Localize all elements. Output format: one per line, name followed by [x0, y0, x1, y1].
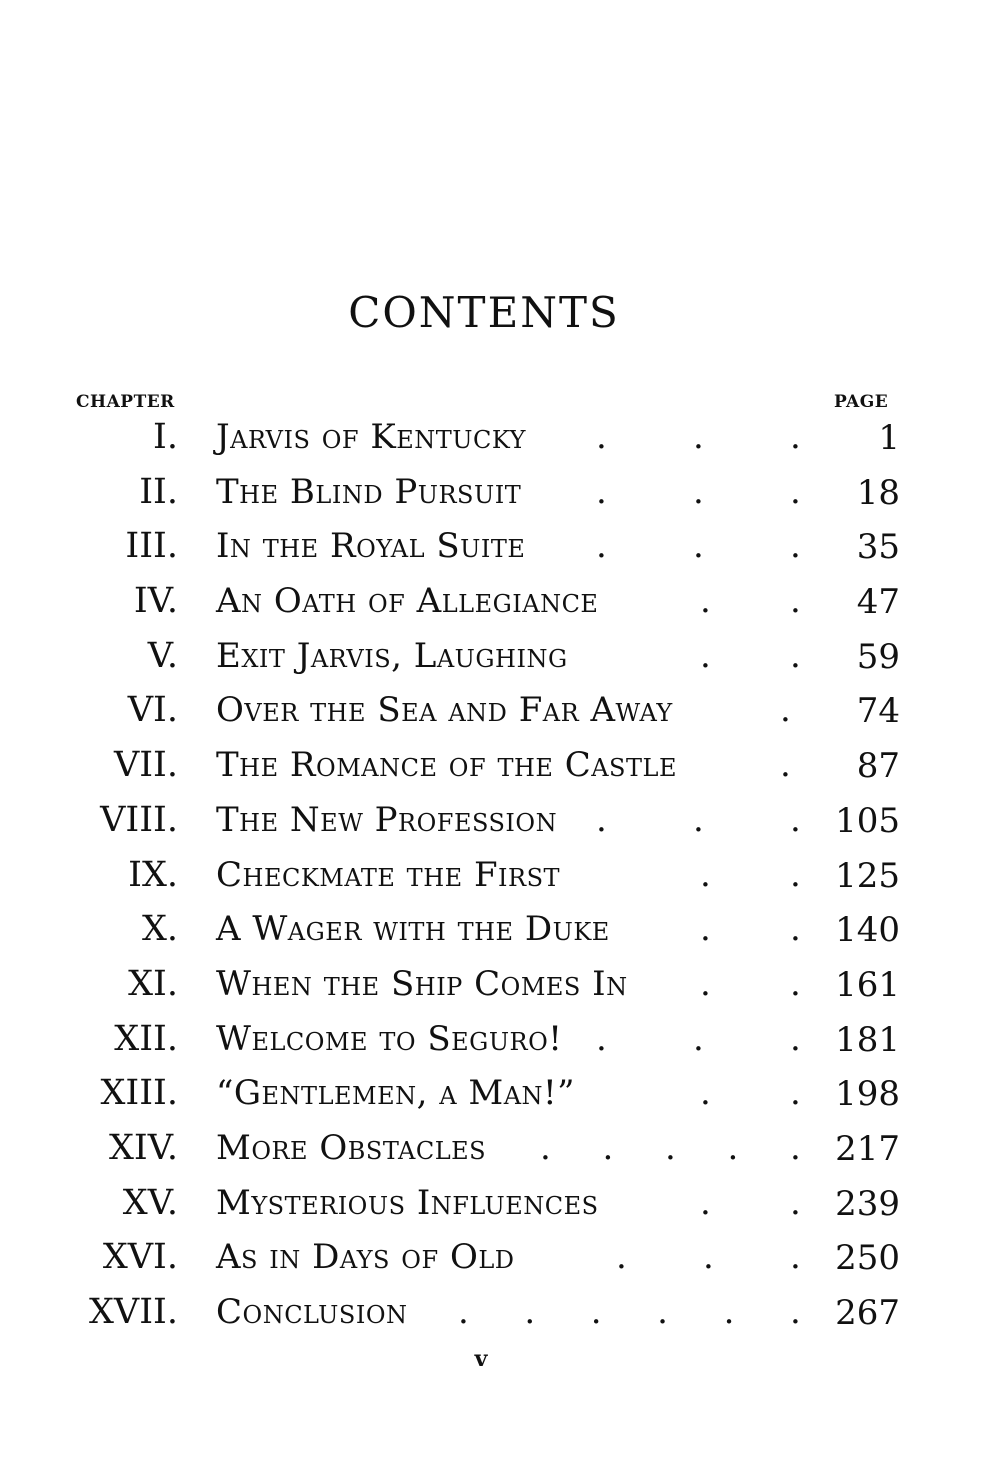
toc-entry	[0, 1287, 1000, 1342]
page-title: CONTENTS	[348, 288, 620, 337]
toc-entry	[0, 959, 1000, 1014]
chapter-title: Over the Sea and Far Away	[216, 690, 673, 731]
chapter-number: IV.	[133, 581, 178, 622]
chapter-number: XVII.	[89, 1292, 178, 1332]
chapter-title: The Blind Pursuit	[216, 471, 522, 512]
toc-entry	[0, 904, 1000, 959]
leader-dots: . . .	[596, 417, 801, 457]
chapter-title: “Gentlemen, a Man!”	[216, 1073, 576, 1114]
chapter-number: VII.	[113, 745, 178, 786]
chapter-title: A Wager with the Duke	[216, 909, 610, 950]
page-number: 250	[835, 1238, 900, 1279]
page-number: 105	[835, 800, 900, 841]
chapter-title: Jarvis of Kentucky	[216, 417, 527, 457]
page-number: 161	[835, 964, 900, 1005]
page-number: 267	[835, 1293, 900, 1333]
toc-entry	[0, 1178, 1000, 1233]
leader-dots: . . .	[596, 1018, 801, 1059]
leader-dots: . .	[700, 909, 801, 950]
chapter-number: XII.	[114, 1018, 178, 1059]
chapter-title: In the Royal Suite	[216, 526, 526, 567]
leader-dots: . . .	[616, 1237, 801, 1278]
chapter-title: Checkmate the First	[216, 854, 561, 895]
leader-dots: . . .	[596, 799, 801, 840]
chapter-number: VI.	[127, 690, 178, 731]
chapter-column-header: CHAPTER	[76, 392, 175, 412]
chapter-title: Mysterious Influences	[216, 1182, 599, 1223]
toc-entry	[0, 850, 1000, 905]
page-number: 47	[856, 582, 900, 623]
folio-page-number: v	[474, 1346, 488, 1372]
leader-dots: . . . . . .	[458, 1292, 801, 1332]
chapter-number: X.	[141, 909, 178, 950]
chapter-number: XVI.	[102, 1237, 178, 1278]
chapter-title: When the Ship Comes In	[216, 963, 628, 1004]
chapter-number: XV.	[122, 1182, 178, 1223]
toc-entry	[0, 576, 1000, 631]
leader-dots: . .	[700, 1073, 801, 1114]
page-number: 198	[835, 1074, 900, 1115]
chapter-number: V.	[147, 635, 178, 676]
chapter-title: As in Days of Old	[216, 1237, 515, 1278]
chapter-number: IX.	[128, 854, 178, 895]
chapter-title: Welcome to Seguro!	[216, 1018, 563, 1059]
chapter-number: I.	[153, 417, 178, 457]
page-number: 239	[835, 1183, 900, 1224]
toc-entry	[0, 1014, 1000, 1069]
page-number: 74	[856, 691, 900, 732]
toc-entry	[0, 1232, 1000, 1287]
toc-entry	[0, 685, 1000, 740]
leader-dots: .	[780, 690, 791, 731]
chapter-title: The Romance of the Castle	[216, 745, 677, 786]
leader-dots: . . . . .	[540, 1127, 801, 1168]
page-number: 125	[835, 855, 900, 896]
page-number: 140	[835, 910, 900, 951]
page-number: 87	[856, 746, 900, 787]
leader-dots: . .	[700, 635, 801, 676]
toc-entry	[0, 1123, 1000, 1178]
leader-dots: . . .	[596, 526, 801, 567]
chapter-number: XIV.	[108, 1127, 178, 1168]
leader-dots: . .	[700, 963, 801, 1004]
page-number: 59	[856, 636, 900, 677]
chapter-number: III.	[125, 526, 178, 567]
page-number: 1	[878, 418, 900, 458]
chapter-number: XIII.	[100, 1073, 178, 1114]
leader-dots: . .	[700, 581, 801, 622]
page-column-header: PAGE	[834, 392, 889, 412]
chapter-title: Conclusion	[216, 1292, 408, 1332]
leader-dots: . .	[700, 1182, 801, 1223]
toc-entry	[0, 467, 1000, 522]
page-number: 217	[835, 1128, 900, 1169]
chapter-number: II.	[139, 471, 178, 512]
page-number: 181	[835, 1019, 900, 1060]
leader-dots: . . .	[596, 471, 801, 512]
leader-dots: . .	[700, 854, 801, 895]
chapter-number: VIII.	[100, 799, 178, 840]
toc-entry	[0, 740, 1000, 795]
toc-entry	[0, 412, 1000, 467]
page-number: 35	[856, 527, 900, 568]
chapter-title: An Oath of Allegiance	[216, 581, 599, 622]
chapter-title: Exit Jarvis, Laughing	[216, 635, 568, 676]
chapter-title: The New Profession	[216, 799, 558, 840]
page-number: 18	[856, 472, 900, 513]
toc-entry	[0, 631, 1000, 686]
chapter-title: More Obstacles	[216, 1127, 487, 1168]
toc-entry	[0, 795, 1000, 850]
table-of-contents	[0, 412, 1000, 1342]
chapter-number: XI.	[128, 963, 178, 1004]
toc-entry	[0, 1068, 1000, 1123]
leader-dots: .	[780, 745, 791, 786]
toc-entry	[0, 521, 1000, 576]
